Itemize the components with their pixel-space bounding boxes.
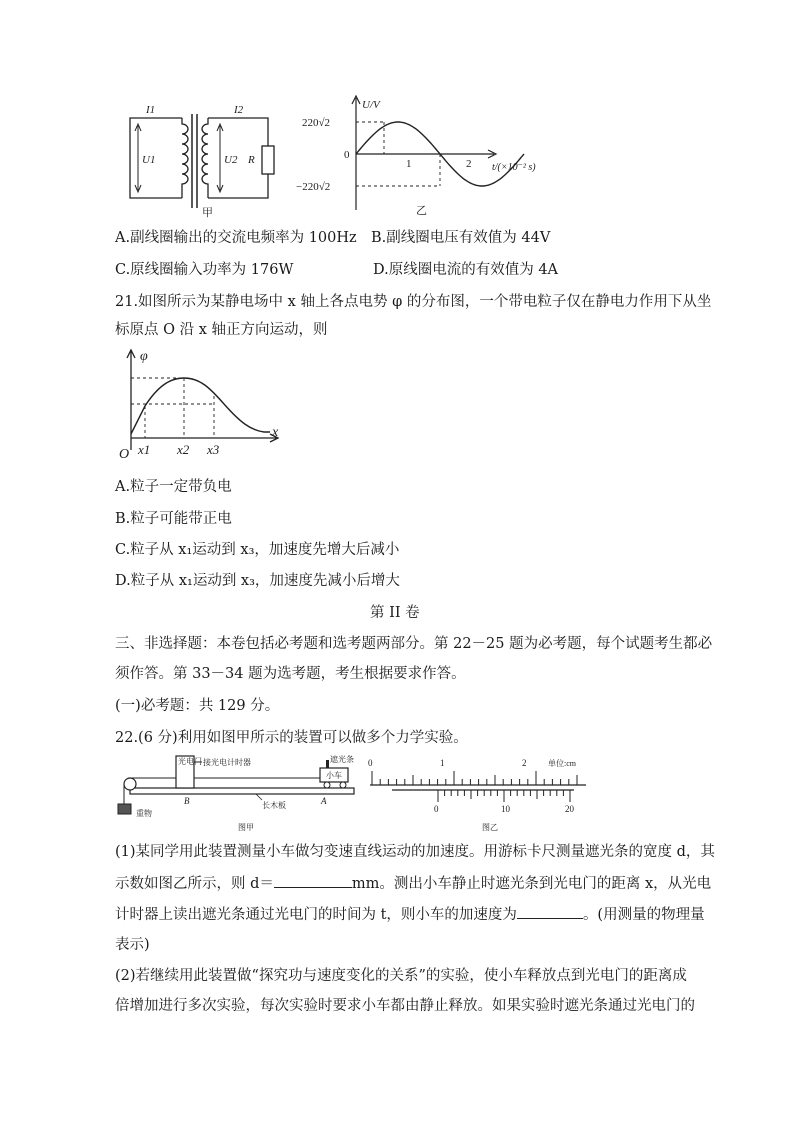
q21-option-c: C.粒子从 x₁运动到 x₃，加速度先增大后减小: [115, 542, 400, 558]
graph-xlabel: t/(×10⁻² s): [492, 162, 536, 173]
vernier-0-label: 0: [434, 804, 439, 814]
section-intro-line1: 三、非选择题：本卷包括必考题和选考题两部分。第 22－25 题为必考题，每个试题考生都必: [115, 636, 713, 652]
weight-label: 重物: [136, 809, 152, 818]
answer-blank-acceleration[interactable]: [517, 904, 583, 919]
section-title: 第 II 卷: [370, 605, 420, 621]
i2-label: I2: [234, 104, 244, 116]
graph-ylabel: U/V: [362, 99, 380, 111]
graph-caption: 乙: [416, 205, 427, 217]
q22-part1-line2-a: 示数如图乙所示，则 d＝: [115, 876, 274, 892]
peak-positive-label: 220√2: [302, 117, 331, 129]
q22-part1-line1: (1)某同学用此装置测量小车做匀变速直线运动的加速度。用游标卡尺测量遮光条的宽度 d，其: [115, 844, 715, 860]
circuit-caption: 甲: [202, 207, 213, 219]
q22-stem: 22.(6 分)利用如图甲所示的装置可以做多个力学实验。: [115, 730, 468, 746]
x2-label: x2: [177, 442, 190, 457]
unit-label: 单位:cm: [548, 759, 576, 768]
tick-1-label: 1: [406, 158, 412, 170]
potential-distribution-graph: [114, 346, 290, 462]
q21-stem-line1: 21.如图所示为某静电场中 x 轴上各点电势 φ 的分布图，一个带电粒子仅在静电力作用下从坐: [115, 294, 712, 310]
q22-part2-line2: 倍增加进行多次实验，每次实验时要求小车都由静止释放。如果实验时遮光条通过光电门的: [115, 998, 695, 1014]
fig-a-caption: 图甲: [238, 823, 254, 832]
u1-label: U1: [142, 154, 156, 166]
main-2-label: 2: [522, 758, 527, 768]
answer-blank-d[interactable]: [274, 873, 352, 888]
section-intro-line2: 须作答。第 33－34 题为选考题，考生根据要求作答。: [115, 666, 466, 682]
timer-label: 接光电计时器: [203, 758, 251, 767]
x-axis-label: x: [272, 425, 279, 440]
q22-part1-line2: [115, 873, 711, 894]
q20-option-a: A.副线圈输出的交流电频率为 100Hz: [115, 230, 357, 246]
zero-label: 0: [344, 149, 350, 161]
point-a-label: A: [321, 796, 327, 806]
q21-option-a: A.粒子一定带负电: [115, 479, 232, 495]
q20-option-b: B.副线圈电压有效值为 44V: [371, 230, 551, 246]
q21-option-b: B.粒子可能带正电: [115, 511, 232, 527]
q20-option-d: D.原线圈电流的有效值为 4A: [373, 262, 559, 278]
section-intro-line3: (一)必考题：共 129 分。: [115, 698, 280, 714]
strip-label: 遮光条: [330, 755, 354, 764]
main-1-label: 1: [440, 758, 445, 768]
photogate-label: 光电门: [178, 757, 202, 766]
phi-axis-label: φ: [140, 349, 148, 364]
q22-part1-line3-b: 。(用测量的物理量: [582, 907, 705, 923]
tick-2-label: 2: [466, 158, 472, 170]
point-b-label: B: [184, 796, 190, 806]
car-label: 小车: [326, 771, 342, 780]
origin-label: O: [119, 447, 130, 462]
i1-label: I1: [146, 104, 156, 116]
q22-part2-line1: (2)若继续用此装置做“探究功与速度变化的关系”的实验，使小车释放点到光电门的距离成: [115, 968, 687, 984]
apparatus-figure: [116, 752, 366, 834]
vernier-10-label: 10: [501, 804, 510, 814]
x1-label: x1: [138, 442, 151, 457]
q22-part1-line2-b: mm。测出小车静止时遮光条到光电门的距离 x，从光电: [351, 876, 712, 892]
q22-part1-line4: 表示): [115, 937, 150, 953]
q22-part1-line3-a: 计时器上读出遮光条通过光电门的时间为 t，则小车的加速度为: [115, 907, 517, 923]
q22-part1-line3: [115, 904, 705, 925]
main-0-label: 0: [368, 758, 373, 768]
peak-negative-label: −220√2: [296, 181, 331, 193]
x3-label: x3: [207, 442, 220, 457]
u2-label: U2: [224, 154, 238, 166]
fig-b-caption: 图乙: [482, 823, 498, 832]
vernier-caliper-figure: [364, 752, 600, 836]
r-label: R: [248, 154, 255, 166]
vernier-20-label: 20: [565, 804, 574, 814]
q20-option-c: C.原线圈输入功率为 176W: [115, 262, 294, 278]
q21-option-d: D.粒子从 x₁运动到 x₃，加速度先减小后增大: [115, 573, 400, 589]
transformer-circuit-figure: [120, 100, 280, 220]
board-label: 长木板: [262, 801, 286, 810]
q21-stem-line2: 标原点 O 沿 x 轴正方向运动，则: [115, 322, 328, 338]
voltage-sine-graph: [294, 92, 556, 220]
